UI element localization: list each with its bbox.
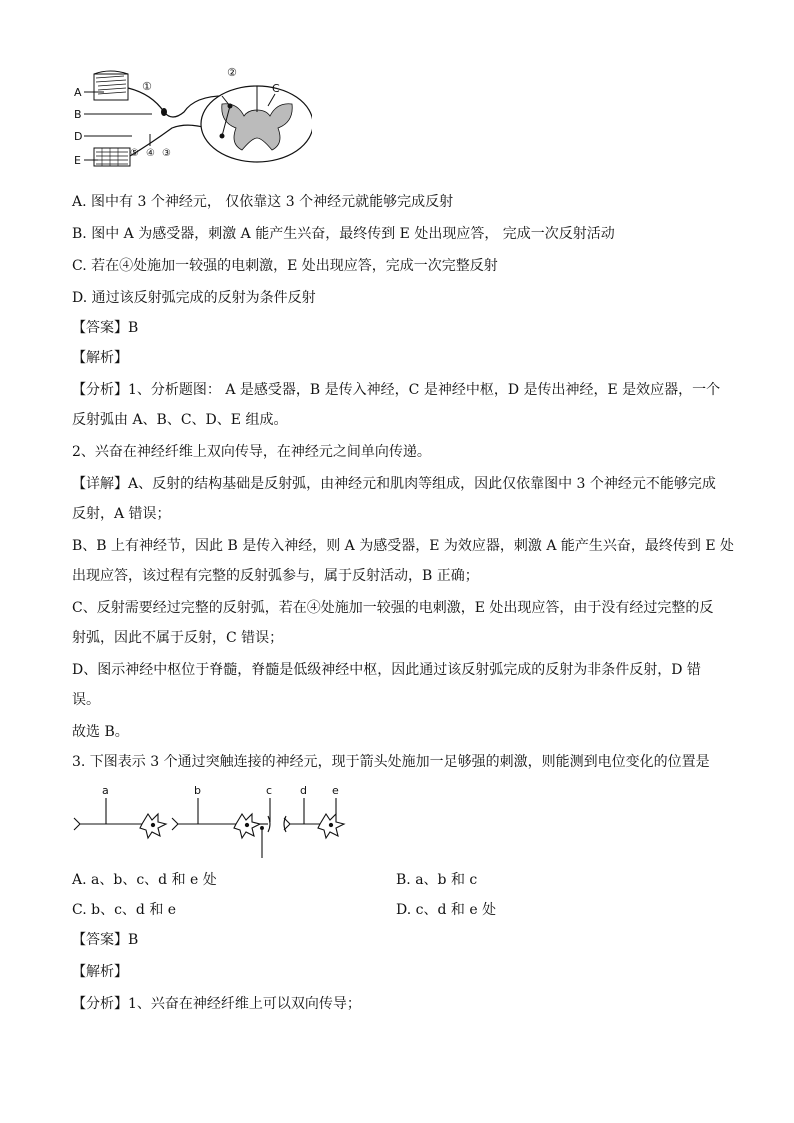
option-b: B. 图中 A 为感受器，刺激 A 能产生兴奋，最终传到 E 处出现应答， 完成一次反射活动	[72, 226, 615, 242]
effector-block	[94, 148, 130, 166]
spinal-cord	[201, 86, 312, 162]
detail-line: C、反射需要经过完整的反射弧，若在④处施加一较强的电刺激，E 处出现应答，由于没有经过完整的反	[72, 600, 714, 616]
analysis-line: 2、兴奋在神经纤维上双向传导，在神经元之间单向传递。	[72, 444, 431, 460]
label-C: C	[272, 82, 280, 95]
q3-option-d: D. c、d 和 e 处	[396, 902, 497, 918]
label-4: ④	[146, 148, 155, 159]
label-3: ③	[162, 148, 171, 159]
analysis-line: 【分析】1、分析题图： A 是感受器，B 是传入神经，C 是神经中枢，D 是传出神经，E 是效应器，一个	[72, 382, 721, 398]
label-5: ⑤	[130, 148, 139, 159]
three-neuron-figure	[72, 778, 362, 860]
detail-line: D、图示神经中枢位于脊髓，脊髓是低级神经中枢，因此通过该反射弧完成的反射为非条件反射，D 错	[72, 662, 701, 678]
detail-line: B、B 上有神经节，因此 B 是传入神经，则 A 为感受器，E 为效应器，刺激 A 能产生兴奋，最终传到 E 处	[72, 538, 735, 554]
label-d: d	[300, 784, 307, 797]
receptor-block	[94, 71, 128, 100]
ganglion-dot	[161, 108, 167, 116]
label-1: ①	[142, 80, 152, 93]
label-e: e	[332, 784, 339, 797]
detail-line: 出现应答，该过程有完整的反射弧参与，属于反射活动，B 正确；	[72, 568, 479, 584]
label-E: E	[74, 154, 81, 167]
label-B: B	[74, 108, 82, 121]
label-D: D	[74, 130, 83, 143]
detail-line: 误。	[72, 692, 100, 708]
label-2: ②	[227, 66, 237, 79]
conclusion: 故选 B。	[72, 724, 129, 740]
answer: 【答案】B	[72, 320, 139, 336]
label-c: c	[266, 784, 273, 797]
q3-option-a: A. a、b、c、d 和 e 处	[72, 872, 217, 888]
label-A: A	[74, 86, 82, 99]
q3-option-c: C. b、c、d 和 e	[72, 902, 177, 918]
label-b: b	[194, 784, 201, 797]
option-a: A. 图中有 3 个神经元， 仅依靠这 3 个神经元就能够完成反射	[72, 194, 454, 210]
analysis-line: 反射弧由 A、B、C、D、E 组成。	[72, 412, 288, 428]
detail-line: 【详解】A、反射的结构基础是反射弧，由神经元和肌肉等组成，因此仅依靠图中 3 个神经元不能够完成	[72, 476, 716, 492]
q3-answer: 【答案】B	[72, 932, 139, 948]
detail-line: 反射，A 错误；	[72, 506, 171, 522]
detail-line: 射弧，因此不属于反射，C 错误；	[72, 630, 284, 646]
q3-analysis-heading: 【解析】	[72, 964, 128, 980]
option-d: D. 通过该反射弧完成的反射为条件反射	[72, 290, 316, 306]
label-a: a	[102, 784, 109, 797]
q3-analysis-line: 【分析】1、兴奋在神经纤维上可以双向传导；	[72, 996, 361, 1012]
option-c: C. 若在④处施加一较强的电刺激，E 处出现应答，完成一次完整反射	[72, 258, 498, 274]
reflex-arc-figure	[72, 64, 312, 174]
question-3-stem: 3. 下图表示 3 个通过突触连接的神经元，现于箭头处施加一足够强的刺激，则能测到电位变化的位置是	[72, 754, 710, 770]
analysis-heading: 【解析】	[72, 350, 128, 366]
q3-option-b: B. a、b 和 c	[396, 872, 478, 888]
